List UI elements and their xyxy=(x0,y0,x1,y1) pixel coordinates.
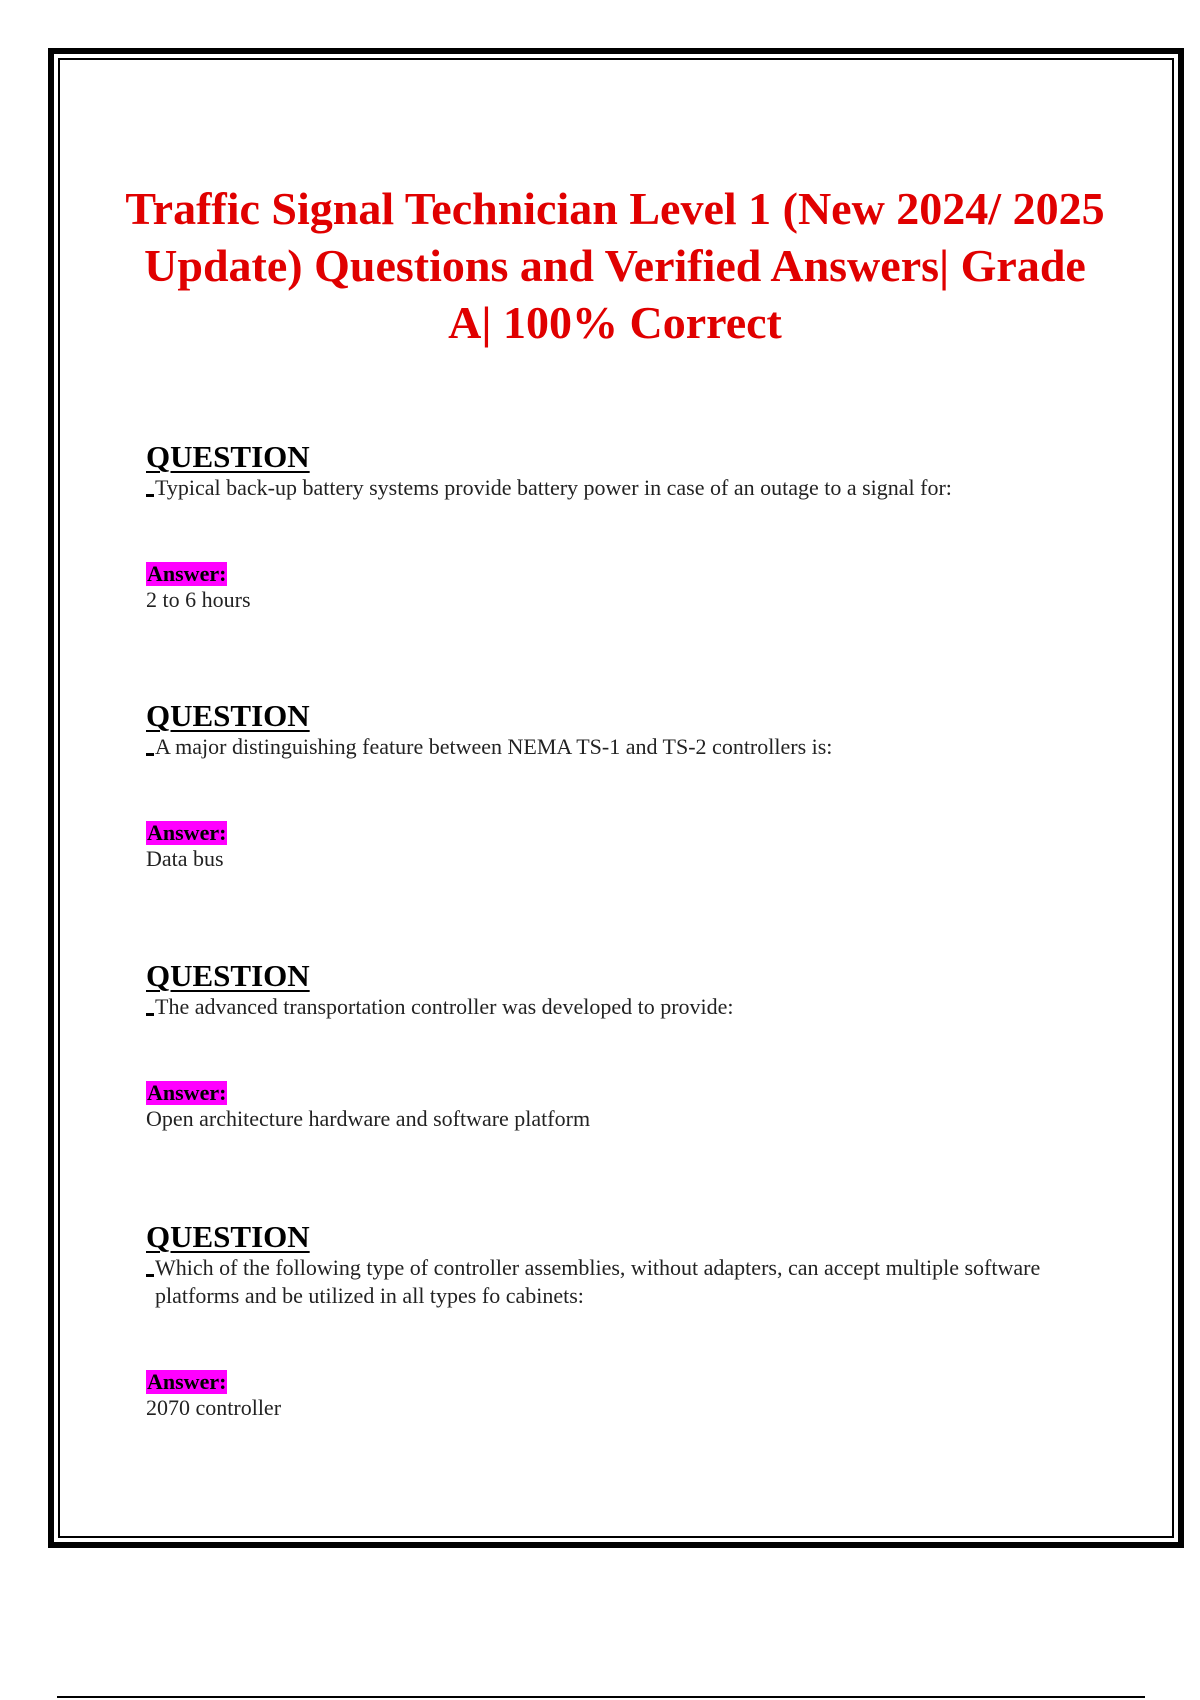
answer-block xyxy=(146,1370,281,1422)
answer-label: Answer: xyxy=(147,1369,227,1394)
answer-text: 2070 controller xyxy=(146,1395,282,1420)
question-text xyxy=(146,993,1076,1021)
question-text xyxy=(146,733,1076,761)
document-title: Traffic Signal Technician Level 1 (New 2024/ 2025 Update) Questions and Verified Answers| Grade A| 100% Correct xyxy=(125,183,1105,348)
answer-text: Open architecture hardware and software platform xyxy=(146,1106,591,1131)
question-text-content: A major distinguishing feature between NEMA TS-1 and TS-2 controllers is: xyxy=(155,734,833,759)
question-text xyxy=(146,474,1076,502)
qa-item xyxy=(146,439,1076,612)
answer-label: Answer: xyxy=(147,1080,227,1105)
qa-item xyxy=(146,1219,1076,1420)
answer-label: Answer: xyxy=(147,561,227,586)
bullet-dash xyxy=(146,1274,154,1277)
answer-block xyxy=(146,562,251,614)
question-text-content: Typical back-up battery systems provide battery power in case of an outage to a signal for: xyxy=(155,475,952,500)
bullet-dash xyxy=(146,753,154,756)
question-heading: QUESTION xyxy=(146,439,310,474)
bullet-dash xyxy=(146,1013,154,1016)
question-heading: QUESTION xyxy=(146,1219,310,1254)
answer-label: Answer: xyxy=(147,820,227,845)
qa-item xyxy=(146,958,1076,1131)
answer-block xyxy=(146,821,227,873)
answer-text: Data bus xyxy=(146,846,224,871)
qa-item xyxy=(146,698,1076,871)
question-heading: QUESTION xyxy=(146,958,310,993)
question-text xyxy=(146,1254,1076,1310)
question-heading: QUESTION xyxy=(146,698,310,733)
question-text-content: Which of the following type of controller assemblies, without adapters, can accept multiple software platforms and be utilized in all types fo cabinets: xyxy=(155,1255,1041,1308)
answer-block xyxy=(146,1081,590,1133)
bottom-rule xyxy=(57,1696,1145,1698)
answer-text: 2 to 6 hours xyxy=(146,587,251,612)
bullet-dash xyxy=(146,494,154,497)
question-text-content: The advanced transportation controller was developed to provide: xyxy=(155,994,734,1019)
